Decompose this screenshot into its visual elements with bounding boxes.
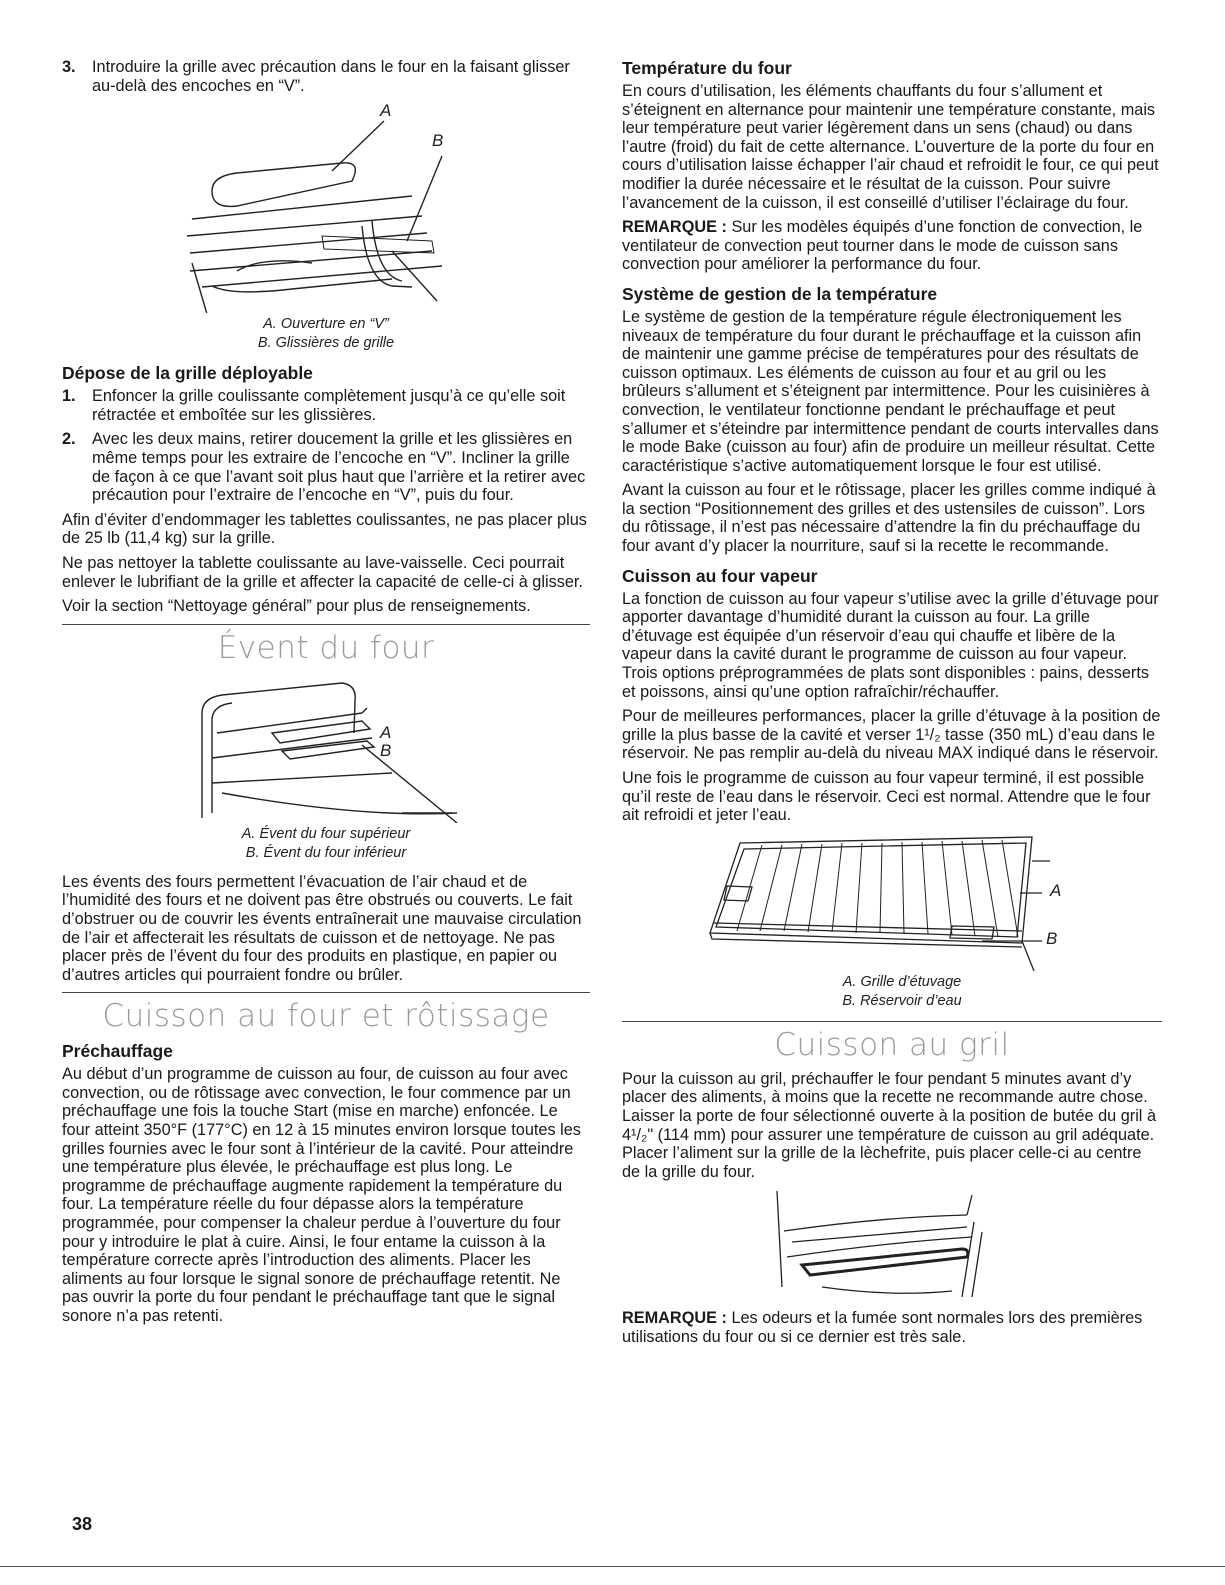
step-3 bbox=[62, 58, 590, 95]
caption-b: B. Glissières de grille bbox=[257, 335, 395, 352]
vapeur-paragraph-2: Pour de meilleures performances, placer la grille d’étuvage à la position de grille la plus basse de la cavité et verser 1¹/₂ tasse (350 mL) d’eau dans le réservoir. Ne pas remplir au-delà du niveau MAX indiqué dans le réservoir. bbox=[622, 707, 1161, 763]
depose-paragraph-1: Afin d’éviter d’endommager les tablettes coulissantes, ne pas placer plus de 25 lb (11,4 kg) sur la grille. bbox=[62, 510, 587, 548]
callout-b: B bbox=[432, 131, 444, 151]
note-text: Sur les modèles équipés d’une fonction de convection, le ventilateur de convection peut tourner dans le mode de cuisson sans convection pour améliorer la performance du four. bbox=[622, 218, 1143, 274]
vapeur-heading: Cuisson au four vapeur bbox=[622, 565, 818, 586]
section-divider bbox=[62, 624, 590, 625]
event-paragraph: Les évents des fours permettent l’évacuation de l’air chaud et de l’humidité des fours et ne doivent pas être obstrués ou couverts. Le fait d’obstruer ou de couvrir les évents entraînerait une mauvaise circulation de l’air et affecterait les résultats de cuisson et de nettoyage. Ne pas placer près de l’évent du four des produits en plastique, en papier ou d’autres articles qui pourraient fondre ou brûler. bbox=[62, 872, 582, 984]
temperature-heading: Température du four bbox=[622, 58, 792, 78]
systeme-paragraph-1: Le système de gestion de la température régule électroniquement les niveaux de température du four durant le préchauffage et la cuisson afin de maintenir une gamme précise de températures pour des résultats de cuisson optimaux. Les éléments de cuisson au four et au gril ou les brûleurs s’allument et s’éteignent par intermittence. Pour les cuisinières à convection, le ventilateur fonctionne pendant le préchauffage et peut s’allumer et s’éteindre par intermittence pendant de courts intervalles dans le mode Bake (cuisson au four) afin de produire un meilleur résultat. Cette caractéristique s’active automatiquement lorsque le four est utilisé. bbox=[622, 307, 1159, 475]
gril-paragraph: Pour la cuisson au gril, préchauffer le four pendant 5 minutes avant d’y placer des aliments, à moins que la recette ne recommande autre chose. Laisser la porte de four sélectionné ouverte à la position de butée du gril à 4¹/₂" (114 mm) pour assurer une température de cuisson au gril adéquate. Placer l’aliment sur la grille de la lèchefrite, puis placer celle-ci au centre de la grille du four. bbox=[622, 1069, 1157, 1181]
oven-vent-caption bbox=[62, 825, 590, 863]
oven-vent-illustration bbox=[62, 673, 590, 823]
steam-rack-figure bbox=[622, 831, 1162, 971]
right-column bbox=[622, 58, 1162, 1353]
oven-vent-figure bbox=[62, 673, 590, 823]
step-number: 1. bbox=[62, 387, 76, 406]
systeme-heading: Système de gestion de la température bbox=[622, 283, 938, 304]
caption-b: B. Évent du four inférieur bbox=[245, 844, 407, 861]
vapeur-paragraph-3: Une fois le programme de cuisson au four vapeur terminé, il est possible qu’il reste de l’eau dans le réservoir. Ceci est normal. Attendre que le four ait refroidi et jeter l’eau. bbox=[622, 769, 1151, 825]
rack-slide-illustration bbox=[62, 101, 590, 313]
callout-a: A bbox=[1050, 880, 1062, 900]
page-bottom-rule bbox=[0, 1566, 1225, 1567]
rack-slide-caption bbox=[62, 315, 590, 353]
gril-note bbox=[622, 1309, 1162, 1346]
broil-door-illustration bbox=[622, 1187, 1162, 1305]
prechauffage-paragraph: Au début d’un programme de cuisson au four, de cuisson au four avec convection, ou de rôtissage avec convection, le four commence par un préchauffage une fois la touche Start (mise en marche) enfoncée. Le four atteint 350°F (177°C) en 12 à 15 minutes environ lorsque toutes les grilles fournies avec le four sont à l’intérieur de la cavité. Pour atteindre une température plus élevée, le préchauffage est plus long. Le programme de préchauffage augmente rapidement la température du four. La température réelle du four dépasse alors la température programmée, pour compenser la chaleur perdue à l’ouverture du four pour y introduire le plat à cuire. Ainsi, le four entame la cuisson à la température correcte après l’introduction des aliments. Placer les aliments au four lorsque le signal sonore de préchauffage retentit. Ne pas ouvrir la porte du four pendant le préchauffage tant que le signal sonore n’a pas retenti. bbox=[62, 1065, 581, 1325]
step-text: Introduire la grille avec précaution dans le four en la faisant glisser au-delà des encoches en “V”. bbox=[92, 58, 570, 95]
callout-a: A bbox=[380, 722, 392, 742]
section-divider bbox=[62, 992, 590, 993]
systeme-paragraph-2: Avant la cuisson au four et le rôtissage, placer les grilles comme indiqué à la section “Positionnement des grilles et des ustensiles de cuisson”. Lors du rôtissage, il n’est pas nécessaire d’attendre la fin du préchauffage du four avant d’y placer la nourriture, sauf si la recette le recommande. bbox=[622, 481, 1156, 556]
temperature-note bbox=[622, 218, 1162, 274]
page-number: 38 bbox=[72, 1514, 93, 1534]
caption-a: A. Grille d’étuvage bbox=[842, 973, 962, 990]
event-section-title: Évent du four bbox=[217, 629, 435, 666]
note-text: Les odeurs et la fumée sont normales lors des premières utilisations du four ou si ce dernier est très sale. bbox=[622, 1309, 1143, 1346]
depose-heading: Dépose de la grille déployable bbox=[62, 363, 313, 384]
caption-b: B. Réservoir d’eau bbox=[842, 992, 962, 1009]
vapeur-paragraph-1: La fonction de cuisson au four vapeur s’utilise avec la grille d’étuvage pour apporter davantage d’humidité durant la cuisson au four. La grille d’étuvage est équipée d’un réservoir d’eau qui chauffe et libère de la vapeur dans la cavité durant le programme de cuisson au four vapeur. Trois options préprogrammées de plats sont disponibles : pains, desserts et poissons, ainsi qu’une option rafraîchir/réchauffer. bbox=[622, 589, 1159, 701]
step-text: Enfoncer la grille coulissante complètement jusqu’à ce qu’elle soit rétractée et emboîtée sur les glissières. bbox=[92, 387, 566, 424]
temperature-paragraph: En cours d’utilisation, les éléments chauffants du four s’allument et s’éteignent en alternance pour maintenir une température constante, mais leur température peut varier légèrement dans un sens (chaud) ou dans l’autre (froid) du fait de cette alternance. L’ouverture de la porte du four en cours d’utilisation laisse échapper l’air chaud et refroidit le four, ce qui peut modifier la durée nécessaire et le résultat de la cuisson. Pour suivre l’avancement de la cuisson, il est conseillé d’utiliser l’éclairage du four. bbox=[622, 82, 1159, 212]
left-column bbox=[62, 58, 590, 1332]
step-text: Avec les deux mains, retirer doucement la grille et les glissières en même temps pour les extraire de l’encoche en “V”. Incliner la grille de façon à ce que l’avant soit plus haut que l’arrière et la retirer avec précaution pour l’extraire de l’encoche en “V”, puis du four. bbox=[92, 430, 586, 505]
gril-section-title: Cuisson au gril bbox=[774, 1026, 1010, 1063]
cuisson-section-title: Cuisson au four et rôtissage bbox=[102, 998, 550, 1035]
rack-slide-figure bbox=[62, 101, 590, 313]
depose-step-1 bbox=[62, 387, 590, 424]
note-label: REMARQUE : bbox=[622, 218, 727, 237]
steam-rack-caption bbox=[622, 973, 1162, 1011]
depose-step-2 bbox=[62, 430, 590, 504]
step-number: 2. bbox=[62, 430, 76, 449]
broil-door-figure bbox=[622, 1187, 1162, 1305]
steam-rack-illustration bbox=[622, 831, 1162, 971]
caption-a: A. Évent du four supérieur bbox=[241, 825, 411, 842]
note-label: REMARQUE : bbox=[622, 1309, 727, 1328]
step-number: 3. bbox=[62, 58, 76, 76]
callout-b: B bbox=[380, 740, 392, 760]
depose-paragraph-3: Voir la section “Nettoyage général” pour plus de renseignements. bbox=[62, 597, 531, 616]
prechauffage-heading: Préchauffage bbox=[62, 1041, 173, 1062]
callout-a: A bbox=[380, 101, 392, 121]
callout-b: B bbox=[1046, 928, 1058, 948]
depose-paragraph-2: Ne pas nettoyer la tablette coulissante au lave-vaisselle. Ceci pourrait enlever le lubrifiant de la grille et affecter la capacité de celle-ci à glisser. bbox=[62, 553, 583, 591]
section-divider bbox=[622, 1021, 1162, 1022]
caption-a: A. Ouverture en “V” bbox=[263, 316, 389, 333]
